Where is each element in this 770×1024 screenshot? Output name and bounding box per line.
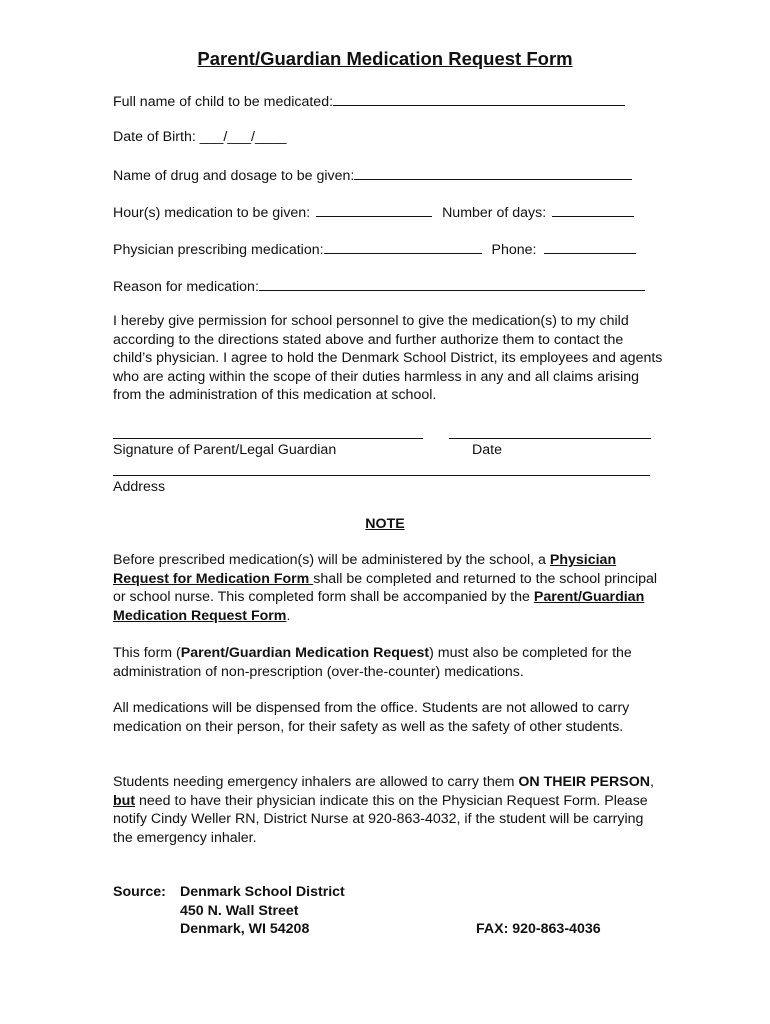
note-paragraph-4 xyxy=(113,773,663,847)
physician-row xyxy=(113,239,636,259)
source-line-3: Denmark, WI 54208 xyxy=(180,921,310,937)
note-p2-text-a: This form ( xyxy=(113,645,181,661)
drug-label: Name of drug and dosage to be given: xyxy=(113,168,355,184)
child-name-field[interactable] xyxy=(333,91,625,106)
note-p4-but: but xyxy=(113,792,136,809)
reason-row xyxy=(113,276,645,296)
address-line[interactable] xyxy=(113,475,650,476)
note-p1-text-e: . xyxy=(286,607,291,624)
parent-form-reference: Parent/Guardian Medication Request Form xyxy=(113,589,645,624)
hours-field[interactable] xyxy=(316,202,432,217)
child-name-row xyxy=(113,91,625,111)
signature-line[interactable] xyxy=(113,438,423,439)
note-p4-text-e: need to have their physician indicate this on the Physician Request Form. Please notify Cindy Weller RN, District Nurse at 920-863-4032, if the student will be carrying the emergency inhaler. xyxy=(113,792,648,846)
days-label: Number of days: xyxy=(442,205,547,221)
address-label: Address xyxy=(113,479,166,495)
source-line-2: 450 N. Wall Street xyxy=(180,903,299,919)
dob-label: Date of Birth: ___/___/____ xyxy=(113,129,287,145)
child-name-label: Full name of child to be medicated: xyxy=(113,94,334,110)
days-field[interactable] xyxy=(552,202,634,217)
fax-number: FAX: 920-863-4036 xyxy=(476,921,601,937)
phone-label: Phone: xyxy=(491,242,537,258)
permission-paragraph: I hereby give permission for school personnel to give the medication(s) to my child according to the directions stated above and further authorize them to contact the child’s physician. I agree to hold the Denmark School District, its employees and agents who are acting within the scope of their duties harmless in any and all claims arising from the administration of this medication at school. xyxy=(113,313,663,403)
note-paragraph-1 xyxy=(113,551,663,625)
note-p2-form-name: Parent/Guardian Medication Request xyxy=(180,645,430,661)
dob-row xyxy=(113,128,287,146)
source-label: Source: xyxy=(113,884,166,900)
note-p1-text-a: Before prescribed medication(s) will be administered by the school, a xyxy=(113,552,550,568)
physician-label: Physician prescribing medication: xyxy=(113,242,324,258)
drug-field[interactable] xyxy=(354,165,632,180)
note-heading: NOTE xyxy=(365,516,405,532)
note-paragraph-2 xyxy=(113,644,663,681)
physician-form-reference: Physician Request for Medication Form xyxy=(113,552,617,587)
reason-field[interactable] xyxy=(259,276,645,291)
note-p1-text-c: shall be completed and returned to the school principal or school nurse. This completed form shall be accompanied by the xyxy=(113,570,658,605)
note-p4-emphasis: ON THEIR PERSON xyxy=(518,774,651,790)
hours-row xyxy=(113,202,634,222)
physician-field[interactable] xyxy=(324,239,482,254)
phone-field[interactable] xyxy=(544,239,636,254)
date-label: Date xyxy=(472,442,502,458)
hours-label: Hour(s) medication to be given: xyxy=(113,205,311,221)
note-paragraph-3: All medications will be dispensed from the office. Students are not allowed to carry medication on their person, for their safety as well as the safety of other students. xyxy=(113,700,630,735)
source-line-1: Denmark School District xyxy=(180,884,345,900)
signature-label: Signature of Parent/Legal Guardian xyxy=(113,442,337,458)
note-p4-comma: , xyxy=(650,774,654,790)
note-p4-text-a: Students needing emergency inhalers are allowed to carry them xyxy=(113,774,519,790)
date-line[interactable] xyxy=(449,438,651,439)
note-p2-text-c: ) must also be completed for the administration of non-prescription (over-the-counter) medications. xyxy=(113,645,632,680)
drug-row xyxy=(113,165,632,185)
reason-label: Reason for medication: xyxy=(113,279,259,295)
form-title: Parent/Guardian Medication Request Form xyxy=(197,48,573,69)
